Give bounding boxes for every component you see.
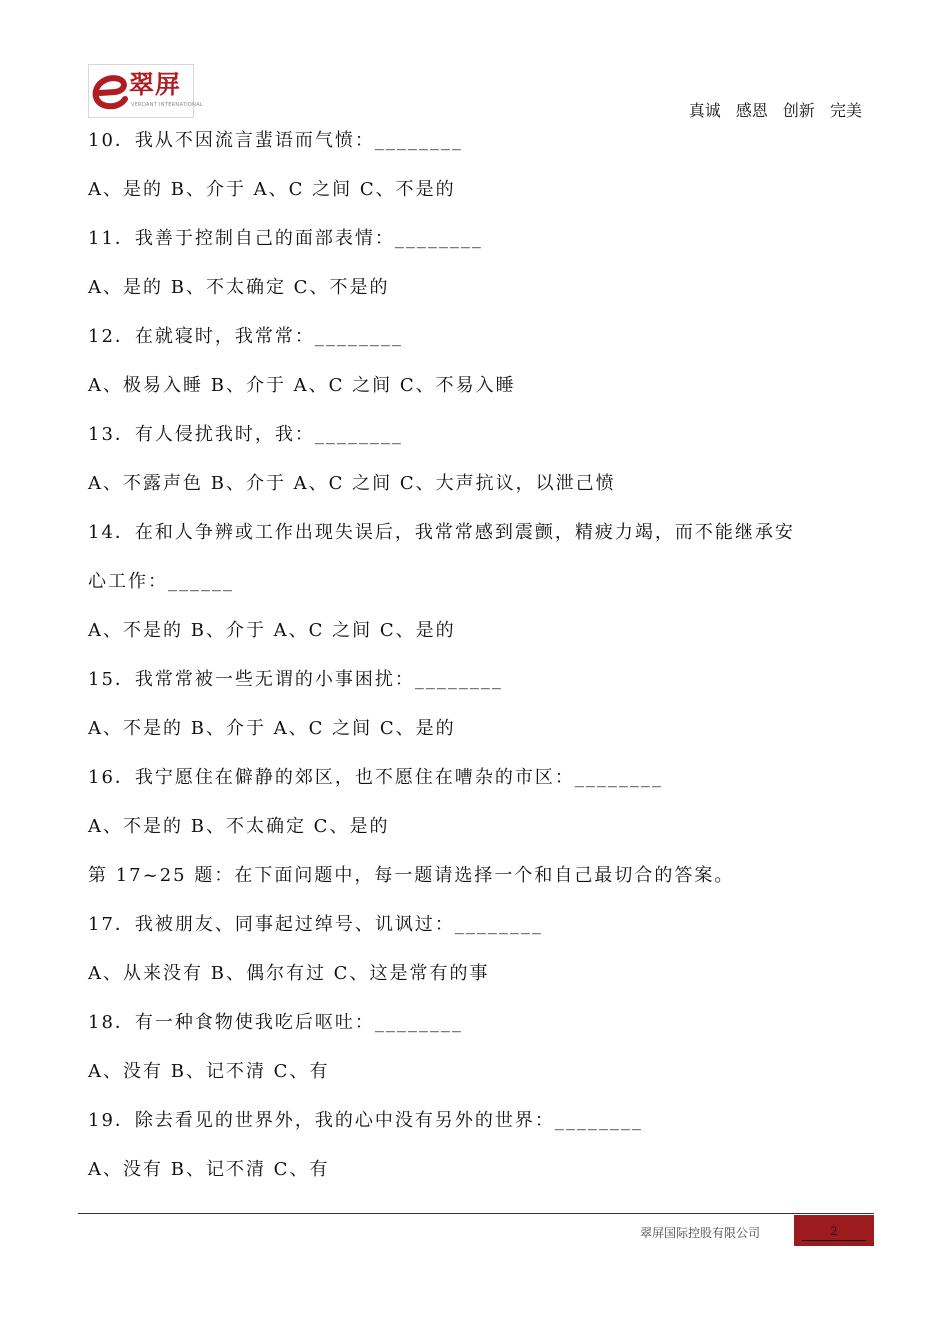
footer-divider [78, 1213, 874, 1214]
options-11: A、是的 B、不太确定 C、不是的 [88, 277, 390, 298]
question-19: 19．除去看见的世界外，我的心中没有另外的世界：________ [88, 1110, 643, 1131]
questionnaire-body [88, 116, 868, 1194]
options-17: A、从来没有 B、偶尔有过 C、这是常有的事 [88, 963, 490, 984]
options-10: A、是的 B、介于 A、C 之间 C、不是的 [88, 179, 456, 200]
footer-company: 翠屏国际控股有限公司 [640, 1226, 761, 1240]
logo-subtitle: VERDANT INTERNATIONAL [131, 102, 204, 108]
question-14: 14．在和人争辨或工作出现失误后，我常常感到震颤，精疲力竭，而不能继承安 [88, 522, 795, 543]
question-16: 16．我宁愿住在僻静的郊区，也不愿住在嘈杂的市区：________ [88, 767, 663, 788]
logo-e-icon [89, 65, 133, 117]
company-logo [88, 64, 204, 118]
options-19: A、没有 B、记不清 C、有 [88, 1159, 330, 1180]
options-18: A、没有 B、记不清 C、有 [88, 1061, 330, 1082]
question-13: 13．有人侵扰我时，我：________ [88, 424, 403, 445]
section-instruction: 第 17~25 题：在下面问题中，每一题请选择一个和自己最切合的答案。 [88, 865, 735, 886]
question-14-continued: 心工作：______ [88, 571, 234, 592]
logo-wordmark: 翠屏 [129, 70, 182, 99]
question-15: 15．我常常被一些无谓的小事困扰：________ [88, 669, 503, 690]
page-number-underline [802, 1240, 866, 1241]
options-16: A、不是的 B、不太确定 C、是的 [88, 816, 390, 837]
page-number: 2 [830, 1223, 838, 1238]
question-12: 12．在就寝时，我常常：________ [88, 326, 403, 347]
options-15: A、不是的 B、介于 A、C 之间 C、是的 [88, 718, 456, 739]
options-13: A、不露声色 B、介于 A、C 之间 C、大声抗议，以泄己愤 [88, 473, 616, 494]
question-10: 10．我从不因流言蜚语而气愤：________ [88, 130, 463, 151]
options-14: A、不是的 B、介于 A、C 之间 C、是的 [88, 620, 456, 641]
page-number-box [794, 1215, 874, 1246]
company-motto: 真诚 感恩 创新 完美 [688, 101, 862, 120]
options-12: A、极易入睡 B、介于 A、C 之间 C、不易入睡 [88, 375, 516, 396]
question-18: 18．有一种食物使我吃后呕吐：________ [88, 1012, 463, 1033]
question-17: 17．我被朋友、同事起过绰号、讥讽过：________ [88, 914, 543, 935]
question-11: 11．我善于控制自己的面部表情：________ [88, 228, 483, 249]
